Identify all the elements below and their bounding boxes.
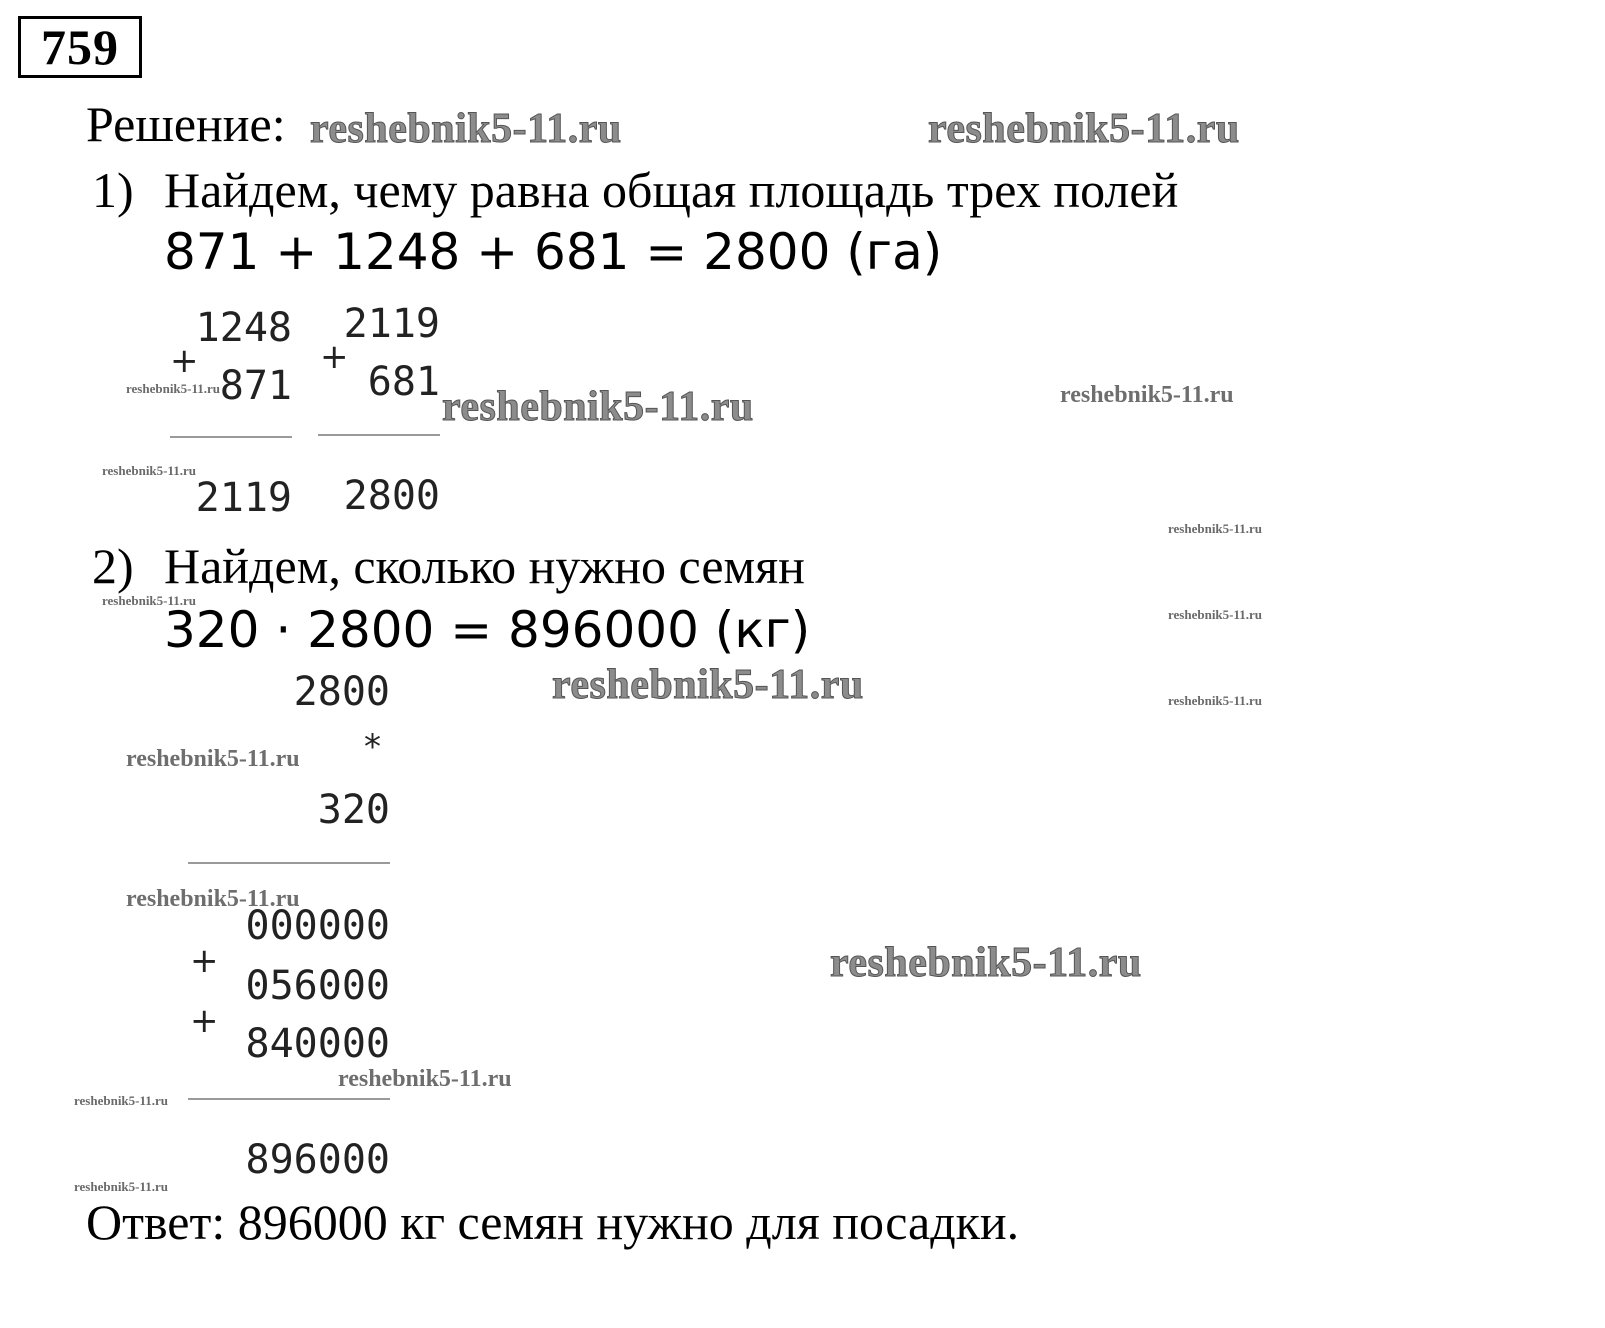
- solution-heading: Решение:: [86, 96, 286, 152]
- watermark: reshebnik5-11.ru: [552, 662, 864, 708]
- col-a-bottom: 871: [219, 363, 292, 409]
- partial-plus-1: +: [190, 941, 219, 981]
- partial-product-3: 840000: [245, 1021, 390, 1067]
- watermark: reshebnik5-11.ru: [928, 106, 1240, 152]
- watermark: reshebnik5-11.ru: [830, 940, 1142, 986]
- watermark: reshebnik5-11.ru: [310, 106, 622, 152]
- mult-result: 896000: [245, 1137, 390, 1183]
- col-b-bottom: 681: [367, 359, 440, 405]
- watermark: reshebnik5-11.ru: [126, 746, 300, 772]
- watermark: reshebnik5-11.ru: [74, 1179, 169, 1194]
- col-b-plus: +: [320, 337, 349, 377]
- step2-equation: 320 · 2800 = 896000 (кг): [164, 601, 811, 659]
- col-a-result: 2119: [195, 475, 292, 521]
- watermark: reshebnik5-11.ru: [1168, 521, 1263, 536]
- watermark: reshebnik5-11.ru: [1060, 382, 1234, 408]
- problem-number: 759: [18, 16, 142, 78]
- col-a-top: 1248: [195, 305, 292, 351]
- partial-product-1: 000000: [245, 903, 390, 949]
- watermark: reshebnik5-11.ru: [74, 1093, 169, 1108]
- watermark: reshebnik5-11.ru: [102, 463, 197, 478]
- col-b-top: 2119: [343, 301, 440, 347]
- col-a-rule: [170, 436, 292, 438]
- step2-label: 2): [92, 538, 134, 594]
- mult-operator: *: [364, 727, 381, 767]
- col-a-plus: +: [170, 341, 199, 381]
- watermark: reshebnik5-11.ru: [338, 1066, 512, 1092]
- watermark: reshebnik5-11.ru: [1168, 693, 1263, 708]
- mult-multiplicand: 2800: [293, 669, 390, 715]
- step1-text: Найдем, чему равна общая площадь трех полей: [164, 162, 1179, 218]
- step2-text: Найдем, сколько нужно семян: [164, 538, 805, 594]
- col-b-rule: [318, 434, 440, 436]
- watermark: reshebnik5-11.ru: [126, 886, 300, 912]
- step1-label: 1): [92, 162, 134, 218]
- partial-product-2: 056000: [245, 963, 390, 1009]
- watermark: reshebnik5-11.ru: [126, 381, 221, 396]
- step1-equation: 871 + 1248 + 681 = 2800 (га): [164, 223, 943, 281]
- mult-multiplier: 320: [317, 787, 390, 833]
- partial-plus-2: +: [190, 1001, 219, 1041]
- sum-rule: [188, 1098, 390, 1100]
- answer-text: Ответ: 896000 кг семян нужно для посадки.: [86, 1194, 1020, 1250]
- watermark: reshebnik5-11.ru: [1168, 607, 1263, 622]
- watermark: reshebnik5-11.ru: [442, 384, 754, 430]
- col-b-result: 2800: [343, 473, 440, 519]
- watermark: reshebnik5-11.ru: [102, 593, 197, 608]
- mult-rule: [188, 862, 390, 864]
